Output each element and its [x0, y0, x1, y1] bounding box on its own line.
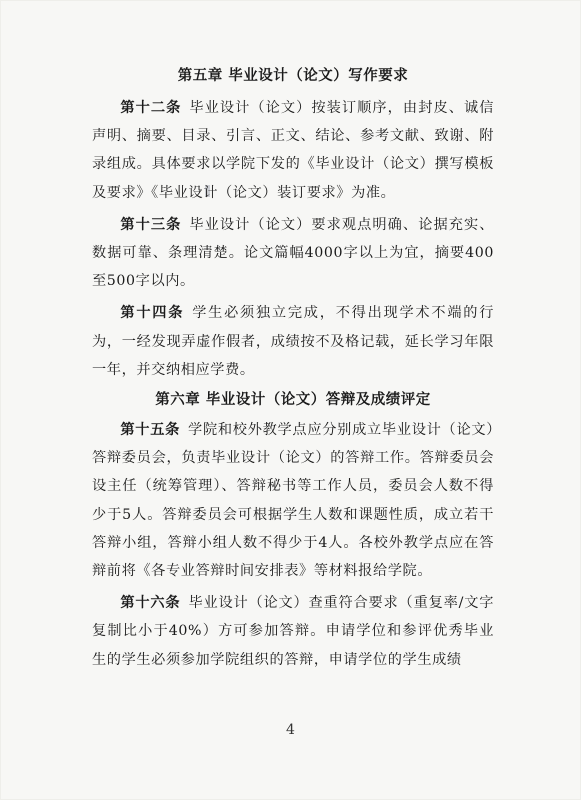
- article-12-text: 毕业设计（论文）按装订顺序，由封皮、诚信声明、摘要、目录、引言、正文、结论、参考文献、致谢、附录组成。具体要求以学院下发的《毕业设计（论文）撰写模板及要求》《毕业设计（论文）装订要求》为准。: [92, 100, 494, 201]
- article-15-label: 第十五条: [120, 422, 181, 439]
- article-16-text: 毕业设计（论文）查重符合要求（重复率/文字复制比小于40%）方可参加答辩。申请学位和参评优秀毕业生的学生必须参加学院组织的答辩，申请学位的学生成绩: [92, 595, 494, 668]
- article-16: [92, 589, 494, 674]
- article-13-label: 第十三条: [120, 216, 182, 233]
- chapter-6-title: 第六章 毕业设计（论文）答辩及成绩评定: [155, 392, 431, 409]
- chapter-5-title: 第五章 毕业设计（论文）写作要求: [177, 68, 409, 84]
- article-14-text: 学生必须独立完成，不得出现学术不端的行为，一经发现弄虚作假者，成绩按不及格记载，延长学习年限一年，并交纳相应学费。: [92, 305, 495, 378]
- article-12: [92, 94, 494, 207]
- article-16-label: 第十六条: [120, 595, 181, 612]
- article-14-label: 第十四条: [120, 305, 185, 322]
- article-14: [92, 299, 494, 384]
- article-12-label: 第十二条: [120, 100, 182, 116]
- article-13-text: 毕业设计（论文）要求观点明确、论据充实、数据可靠、条理清楚。论文篇幅4000字以上为宜，摘要400至500字以内。: [92, 216, 494, 290]
- document-body: [92, 62, 494, 674]
- article-15: [92, 416, 494, 585]
- article-15-text: 学院和校外教学点应分别成立毕业设计（论文）答辩委员会，负责毕业设计（论文）的答辩工作。答辩委员会设主任（统筹管理）、答辩秘书等工作人员，委员会人数不得少于5人。答辩委员会可根据学生人数和课题性质，成立若干答辩小组，答辩小组人数不得少于4人。各校外教学点应在答辩前将《各专业答辩时间安排表》等材料报给学院。: [92, 422, 494, 580]
- article-13: [92, 211, 494, 296]
- page-number: 4: [286, 722, 295, 738]
